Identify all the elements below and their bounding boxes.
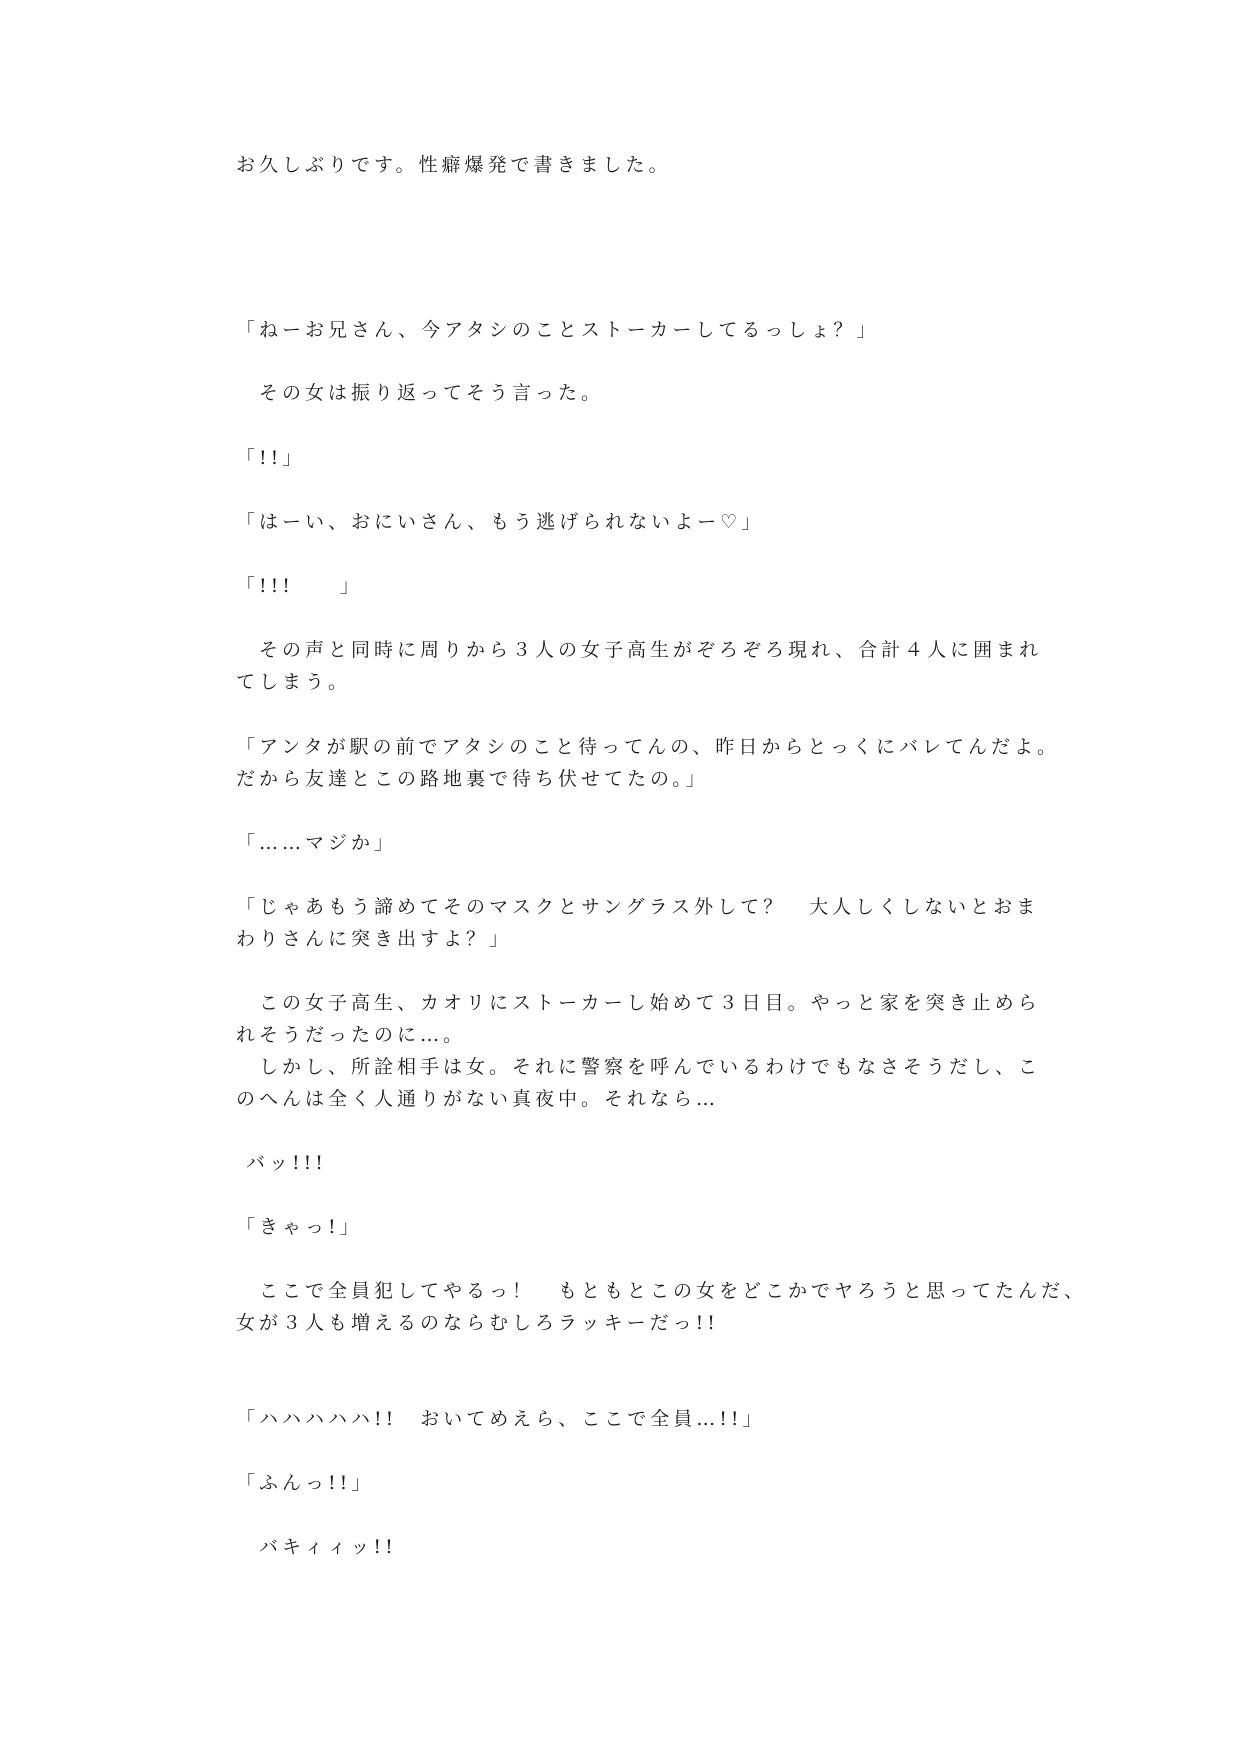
sound-effect-line: バッ!!! [246, 1152, 327, 1174]
intro-line: お久しぶりです。性癖爆発で書きました。 [236, 154, 672, 176]
dialogue-line: 「じゃあもう諦めてそのマスクとサングラス外して？ 大人しくしないとおま [236, 896, 1040, 918]
narration-line: 女が３人も増えるのならむしろラッキーだっ!! [236, 1312, 719, 1334]
dialogue-line: 「ねーお兄さん、今アタシのことストーカーしてるっしょ？」 [236, 319, 880, 341]
dialogue-line: 「ハハハハハ!! おいてめえら、ここで全員…!!」 [236, 1408, 766, 1430]
narration-line: のへんは全く人通りがない真夜中。それなら… [236, 1088, 720, 1110]
sound-effect-line: バキィィッ!! [236, 1536, 397, 1558]
narration-line: ここで全員犯してやるっ！ もともとこの女をどこかでヤろうと思ってたんだ、 [236, 1280, 1088, 1302]
narration-line: この女子高生、カオリにストーカーし始めて３日目。やっと家を突き止めら [236, 992, 1041, 1014]
dialogue-line: 「!!」 [236, 447, 306, 469]
dialogue-line: だから友達とこの路地裏で待ち伏せてたの。」 [236, 768, 709, 790]
dialogue-line: 「はーい、おにいさん、もう逃げられないよー♡」 [236, 511, 765, 533]
dialogue-line: 「……マジか」 [236, 832, 398, 854]
narration-line: てしまう。 [236, 671, 352, 693]
dialogue-line: わりさんに突き出すよ？」 [236, 928, 513, 950]
dialogue-line: 「ふんっ!!」 [236, 1472, 375, 1494]
dialogue-line: 「アンタが駅の前でアタシのこと待ってんの、昨日からとっくにバレてんだよ。 [236, 736, 1061, 758]
narration-line: しかし、所詮相手は女。それに警察を呼んでいるわけでもなさそうだし、こ [236, 1056, 1042, 1078]
narration-line: れそうだったのに…。 [236, 1024, 467, 1046]
dialogue-line: 「!!! 」 [236, 575, 363, 597]
narration-line: その声と同時に周りから３人の女子高生がぞろぞろ現れ、合計４人に囲まれ [236, 639, 1043, 661]
dialogue-line: 「きゃっ!」 [236, 1216, 363, 1238]
narration-line: その女は振り返ってそう言った。 [236, 382, 605, 404]
